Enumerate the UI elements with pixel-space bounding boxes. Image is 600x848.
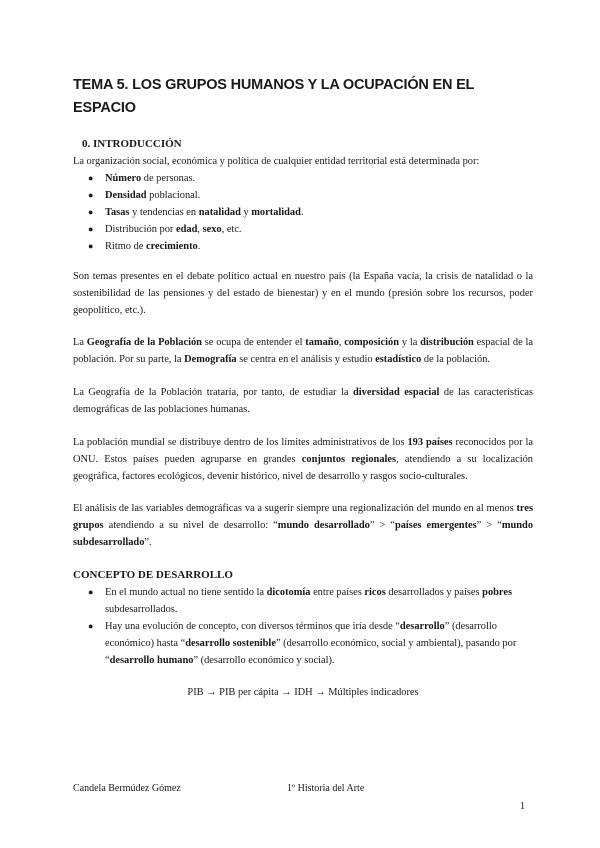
text-run: Distribución por	[105, 224, 176, 235]
list-item	[73, 221, 533, 238]
text-run: se centra en el análisis y estudio	[236, 354, 376, 365]
emphasis-text: 193 países	[407, 437, 453, 448]
emphasis-text: Número	[105, 173, 142, 184]
text-run: En el mundo actual no tiene sentido la	[105, 587, 267, 598]
list-item	[73, 584, 533, 618]
emphasis-text: tamaño	[305, 337, 339, 348]
text-run: y	[240, 207, 252, 218]
text-run: .	[197, 241, 201, 252]
bullet-icon: ●	[88, 207, 94, 217]
text-run: y la	[399, 337, 421, 348]
list-item	[73, 618, 533, 669]
text-run: de la población.	[421, 354, 490, 365]
emphasis-text: desarrollo sostenible	[185, 638, 276, 649]
section-heading-development: CONCEPTO DE DESARROLLO	[73, 569, 233, 581]
text-run: Hay una evolución de concepto, con diversos términos que iría desde “	[105, 621, 400, 632]
page-title: TEMA 5. LOS GRUPOS HUMANOS Y LA OCUPACIÓN EN EL ESPACIO	[73, 77, 474, 116]
text-run: El análisis de las variables demográficas va a sugerir siempre una regionalización del mundo en al menos	[73, 503, 517, 514]
paragraph	[73, 334, 533, 368]
intro-lead: La organización social, económica y política de cualquier entidad territorial está determinada por:	[73, 156, 480, 167]
emphasis-text: pobres	[482, 587, 513, 598]
emphasis-text: edad	[176, 224, 198, 235]
bullet-icon: ●	[88, 241, 94, 251]
emphasis-text: estadístico	[375, 354, 422, 365]
text-run: poblacional.	[146, 190, 201, 201]
text-run: ,	[197, 224, 203, 235]
emphasis-text: desarrollo humano	[109, 655, 194, 666]
emphasis-text: mortalidad	[251, 207, 301, 218]
emphasis-text: tres grupos	[73, 503, 533, 531]
emphasis-text: conjuntos regionales	[301, 454, 397, 465]
emphasis-text: Densidad	[105, 190, 147, 201]
bullet-icon: ●	[88, 224, 94, 234]
text-run: La	[73, 337, 87, 348]
bullet-icon: ●	[88, 587, 94, 597]
text-run: de personas.	[141, 173, 196, 184]
text-run: La población mundial se distribuye dentro de los límites administrativos de los	[73, 437, 408, 448]
bullet-icon: ●	[88, 621, 94, 631]
bullet-icon: ●	[88, 190, 94, 200]
paragraph	[73, 384, 533, 418]
text-run: ,	[338, 337, 345, 348]
emphasis-text: mundo subdesarrollado	[73, 520, 534, 548]
text-run: ” (desarrollo económico, social y ambiental), pasando por “	[105, 638, 517, 666]
text-run: de las características demográficas de las poblaciones humanas.	[73, 387, 533, 415]
bullet-icon: ●	[88, 173, 94, 183]
list-item	[73, 238, 533, 255]
page-number: 1	[520, 801, 525, 812]
emphasis-text: crecimiento	[145, 241, 198, 252]
text-run: , etc.	[221, 224, 242, 235]
text-run: se ocupa de entender el	[201, 337, 306, 348]
emphasis-text: natalidad	[198, 207, 241, 218]
list-item	[73, 204, 533, 221]
emphasis-text: diversidad espacial	[352, 387, 440, 398]
paragraph	[73, 434, 533, 485]
text-run: La Geografía de la Población trataría, por tanto, de estudiar la	[73, 387, 353, 398]
footer-author: Candela Bermúdez Gómez	[73, 783, 181, 794]
emphasis-text: desarrollo	[399, 621, 445, 632]
text-run: ” > “	[476, 520, 502, 531]
text-run: ” (desarrollo económico y social).	[193, 655, 335, 666]
paragraph	[73, 268, 533, 319]
emphasis-text: Geografía de la Población	[86, 337, 202, 348]
text-run: Ritmo de	[105, 241, 146, 252]
emphasis-text: ricos	[364, 587, 386, 598]
text-run: Son temas presentes en el debate político actual en nuestro país (la España vacía, la crisis de natalidad o la sostenibilidad de las pensiones y del estado de bienestar) y en el mundo (presión sobre los recursos, poder geopolítico, etc.).	[73, 271, 533, 316]
text-run: , atendiendo a su localización geográfica, factores ecológicos, devenir histórico, nivel de desarrollo y rasgos socio-culturales.	[73, 454, 534, 482]
list-item	[73, 170, 533, 187]
text-run: desarrollados y países	[385, 587, 483, 598]
text-run: ”.	[144, 537, 152, 548]
emphasis-text: países emergentes	[394, 520, 477, 531]
text-run: entre países	[310, 587, 365, 598]
text-run: .	[300, 207, 304, 218]
emphasis-text: Demografía	[184, 354, 237, 365]
text-run: reconocidos por la ONU. Estos países pueden agruparse en grandes	[73, 437, 533, 465]
emphasis-text: sexo	[202, 224, 222, 235]
intro-bullet-list	[73, 170, 533, 255]
text-run: atendiendo a su nivel de desarrollo: “	[103, 520, 278, 531]
emphasis-text: mundo desarrollado	[277, 520, 370, 531]
section-heading-introduction: 0. INTRODUCCIÓN	[82, 138, 182, 150]
text-run: espacial de la población. Por su parte, la	[73, 337, 533, 365]
text-run: y tendencias en	[129, 207, 199, 218]
emphasis-text: Tasas	[105, 207, 130, 218]
text-run: subdesarrollados.	[105, 604, 178, 615]
paragraph	[73, 500, 533, 551]
emphasis-text: composición	[344, 337, 400, 348]
development-progression: PIB → PIB per cápita → IDH → Múltiples indicadores	[187, 687, 419, 698]
emphasis-text: dicotomía	[266, 587, 311, 598]
footer-course: 1º Historia del Arte	[287, 783, 365, 794]
text-run: ” > “	[369, 520, 395, 531]
emphasis-text: distribución	[420, 337, 474, 348]
text-run: ” (desarrollo económico) hasta “	[105, 621, 497, 649]
development-bullet-list	[73, 584, 533, 669]
list-item	[73, 187, 533, 204]
